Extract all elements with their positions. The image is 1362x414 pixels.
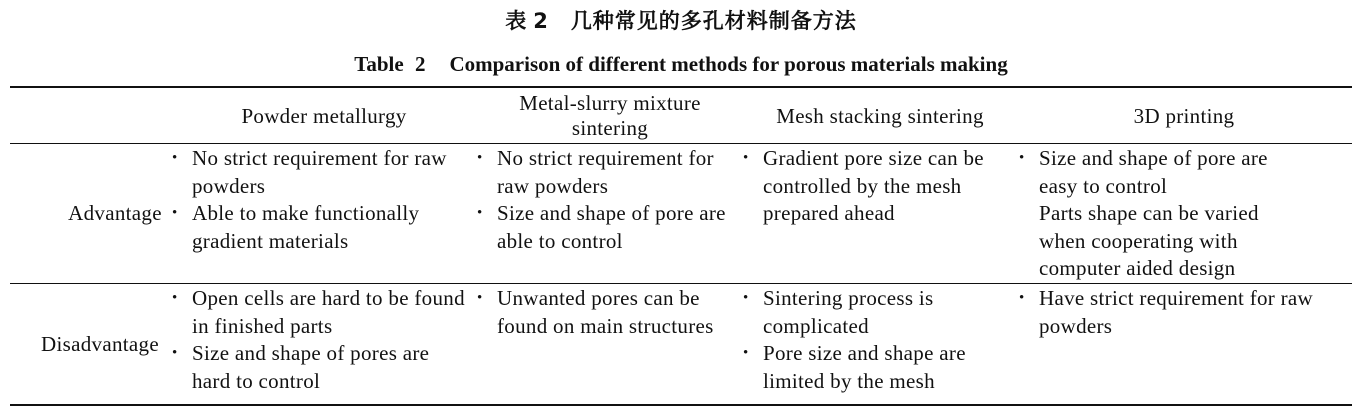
- row-label-disadvantage: Disadvantage: [41, 332, 159, 356]
- list-item: [1019, 285, 1319, 340]
- caption-en-number: 2: [414, 52, 426, 76]
- bullet-icon: •: [477, 150, 483, 166]
- bullet-icon: •: [743, 345, 749, 361]
- disadvantage-metal-slurry: [477, 285, 747, 340]
- list-item: [477, 200, 739, 255]
- list-item: [743, 285, 1005, 340]
- caption-en-prefix: Table: [354, 52, 404, 76]
- bullet-icon: •: [1019, 290, 1025, 306]
- bullet-icon: •: [172, 290, 178, 306]
- column-header-powder-metallurgy: [172, 104, 476, 129]
- table-caption-chinese: [0, 6, 1362, 36]
- column-header-mesh-stacking: [744, 104, 1016, 129]
- table-caption-english: [0, 50, 1362, 78]
- column-header-line: sintering: [571, 116, 649, 140]
- advantage-mesh-stacking: [743, 145, 1019, 228]
- advantage-metal-slurry: [477, 145, 739, 255]
- caption-cn-title: 几种常见的多孔材料制备方法: [570, 9, 857, 33]
- advantage-3d-printing: [1019, 145, 1309, 283]
- cell-text: No strict requirement for raw powders: [497, 146, 714, 198]
- caption-en-title: Comparison of different methods for porous materials making: [449, 52, 1008, 76]
- list-item: [743, 145, 1019, 228]
- list-item: [172, 285, 472, 340]
- table-header-rule: [10, 143, 1352, 144]
- column-header-metal-slurry: [476, 91, 744, 141]
- bullet-icon: •: [743, 150, 749, 166]
- table-bottom-rule: [10, 404, 1352, 406]
- list-item: [477, 145, 739, 200]
- bullet-icon: •: [477, 205, 483, 221]
- cell-text: Open cells are hard to be found in finished parts: [192, 286, 465, 338]
- disadvantage-3d-printing: [1019, 285, 1319, 340]
- column-header-line: Metal-slurry mixture: [519, 91, 701, 115]
- table-top-rule: [10, 86, 1352, 88]
- bullet-icon: •: [477, 290, 483, 306]
- advantage-powder-metallurgy: [172, 145, 470, 255]
- caption-cn-number: 2: [533, 9, 549, 33]
- disadvantage-mesh-stacking: [743, 285, 1005, 395]
- list-item: [172, 200, 470, 255]
- cell-text: Size and shape of pores are hard to control: [192, 341, 430, 393]
- cell-text: Pore size and shape are limited by the mesh: [763, 341, 966, 393]
- column-header-line: 3D printing: [1133, 104, 1235, 128]
- bullet-icon: •: [1019, 150, 1025, 166]
- cell-text: Gradient pore size can be controlled by the mesh prepared ahead: [763, 146, 984, 225]
- cell-text: Able to make functionally gradient materials: [192, 201, 420, 253]
- bullet-icon: •: [172, 345, 178, 361]
- list-item: [1019, 145, 1309, 200]
- row-label-advantage: Advantage: [68, 201, 162, 225]
- cell-text: Unwanted pores can be found on main structures: [497, 286, 714, 338]
- cell-text: Sintering process is complicated: [763, 286, 934, 338]
- cell-text: No strict requirement for raw powders: [192, 146, 447, 198]
- column-header-line: Powder metallurgy: [241, 104, 407, 128]
- column-header-3d-printing: [1016, 104, 1352, 129]
- list-item: [172, 145, 470, 200]
- table-row-divider: [10, 283, 1352, 284]
- disadvantage-powder-metallurgy: [172, 285, 472, 395]
- bullet-icon: •: [743, 290, 749, 306]
- list-item: [743, 340, 1005, 395]
- list-item: [172, 340, 472, 395]
- bullet-icon: •: [172, 205, 178, 221]
- cell-text: Parts shape can be varied when cooperating with computer aided design: [1039, 201, 1259, 280]
- cell-text: Have strict requirement for raw powders: [1039, 286, 1314, 338]
- bullet-icon: •: [172, 150, 178, 166]
- cell-text: Size and shape of pore are easy to control: [1039, 146, 1268, 198]
- caption-cn-prefix: 表: [505, 9, 528, 33]
- list-item: [477, 285, 747, 340]
- cell-text: Size and shape of pore are able to control: [497, 201, 726, 253]
- column-header-line: Mesh stacking sintering: [776, 104, 984, 128]
- list-item: [1019, 200, 1309, 283]
